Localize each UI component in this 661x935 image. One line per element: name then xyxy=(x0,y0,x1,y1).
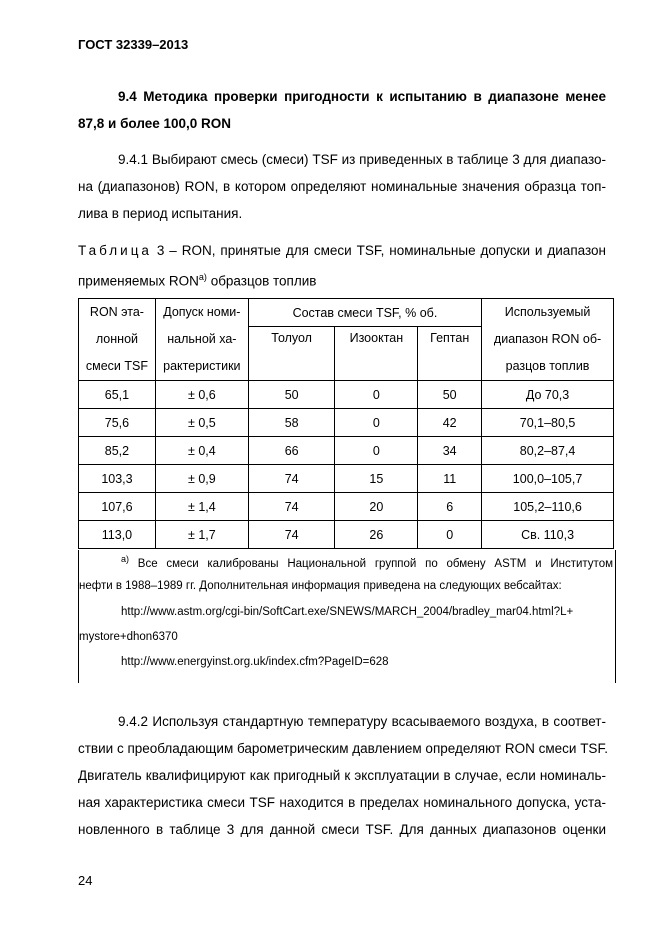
table-caption-text-3: образцов топлив xyxy=(206,273,317,289)
header-range: Используемый диапазон RON об- разцов топлив xyxy=(482,299,614,381)
cell-ron: 113,0 xyxy=(79,521,156,549)
table-row xyxy=(79,381,614,409)
cell-isooctane: 0 xyxy=(335,409,418,437)
cell-range: 100,0–105,7 xyxy=(482,465,614,493)
footnote-url-1: http://www.astm.org/cgi-bin/SoftCart.exe/SNEWS/MARCH_2004/bradley_mar04.html?L+ xyxy=(121,606,574,618)
cell-tolerance: ± 0,5 xyxy=(155,409,248,437)
header-ron-reference: RON эта- лонной смеси TSF xyxy=(79,299,156,381)
header-heptane: Гептан xyxy=(418,327,482,381)
ron-table xyxy=(78,298,614,549)
cell-range: До 70,3 xyxy=(482,381,614,409)
table-caption-text: 3 – RON, принятые для смеси TSF, номинальные допуски и диапазон xyxy=(151,243,606,258)
cell-range: 80,2–87,4 xyxy=(482,437,614,465)
paragraph-9-4-2 xyxy=(78,708,606,843)
cell-range: 70,1–80,5 xyxy=(482,409,614,437)
paragraph-9-4-1 xyxy=(78,146,606,227)
table-row xyxy=(79,493,614,521)
table-caption-text-2: применяемых RON xyxy=(78,273,199,289)
cell-isooctane: 0 xyxy=(335,381,418,409)
header-toluene: Толуол xyxy=(248,327,335,381)
footnote-url-1-cont: mystore+dhon6370 xyxy=(79,631,178,643)
cell-ron: 85,2 xyxy=(79,437,156,465)
paragraph-line: новленного в таблице 3 для данной смеси TSF. Для данных диапазонов оценки xyxy=(78,822,606,837)
cell-isooctane: 20 xyxy=(335,493,418,521)
cell-range: 105,2–110,6 xyxy=(482,493,614,521)
footnote-line-2: нефти в 1988–1989 гг. Дополнительная информация приведена на следующих вебсайтах: xyxy=(79,580,562,592)
table-caption-line-2 xyxy=(78,264,606,291)
cell-toluene: 50 xyxy=(248,381,335,409)
cell-ron: 103,3 xyxy=(79,465,156,493)
table-row xyxy=(79,409,614,437)
paragraph-line: Двигатель квалифицируют как пригодный к эксплуатации в случае, если номиналь- xyxy=(78,768,606,783)
header-tolerance: Допуск номи- нальной ха- рактеристики xyxy=(155,299,248,381)
cell-toluene: 58 xyxy=(248,409,335,437)
paragraph-line: на (диапазонов) RON, в котором определяют номинальные значения образца топ- xyxy=(78,179,606,194)
cell-ron: 65,1 xyxy=(79,381,156,409)
section-heading xyxy=(78,89,606,143)
table-row xyxy=(79,437,614,465)
cell-toluene: 74 xyxy=(248,493,335,521)
page-number: 24 xyxy=(78,873,93,888)
table-footnote xyxy=(78,550,616,683)
cell-tolerance: ± 0,9 xyxy=(155,465,248,493)
cell-tolerance: ± 1,7 xyxy=(155,521,248,549)
cell-isooctane: 15 xyxy=(335,465,418,493)
cell-toluene: 66 xyxy=(248,437,335,465)
cell-heptane: 6 xyxy=(418,493,482,521)
cell-heptane: 50 xyxy=(418,381,482,409)
table-caption-line-1 xyxy=(78,237,606,264)
cell-isooctane: 26 xyxy=(335,521,418,549)
footnote-marker: а) xyxy=(121,554,130,564)
cell-range: Св. 110,3 xyxy=(482,521,614,549)
paragraph-line: ная характеристика смеси TSF находится в пределах номинального допуска, уста- xyxy=(78,795,606,810)
footnote-url-2: http://www.energyinst.org.uk/index.cfm?PageID=628 xyxy=(121,656,389,668)
cell-heptane: 34 xyxy=(418,437,482,465)
table-caption xyxy=(78,237,606,291)
cell-heptane: 0 xyxy=(418,521,482,549)
cell-isooctane: 0 xyxy=(335,437,418,465)
table-row xyxy=(79,465,614,493)
paragraph-line: 9.4.1 Выбирают смесь (смеси) TSF из приведенных в таблице 3 для диапазо- xyxy=(118,152,606,167)
paragraph-line: лива в период испытания. xyxy=(78,206,243,221)
header-isooctane: Изооктан xyxy=(335,327,418,381)
table-header-row xyxy=(79,299,614,327)
document-code: ГОСТ 32339–2013 xyxy=(78,37,189,52)
cell-heptane: 11 xyxy=(418,465,482,493)
section-heading-line-2: 87,8 и более 100,0 RON xyxy=(78,116,232,131)
footnote-text: Все смеси калиброваны Национальной группой по обмену ASTM и Институтом xyxy=(129,557,613,570)
cell-heptane: 42 xyxy=(418,409,482,437)
table-caption-label: Таблица xyxy=(78,243,152,258)
cell-tolerance: ± 1,4 xyxy=(155,493,248,521)
cell-ron: 75,6 xyxy=(79,409,156,437)
section-heading-line-1: 9.4 Методика проверки пригодности к испытанию в диапазоне менее xyxy=(118,89,606,104)
footnote-marker: а) xyxy=(198,272,207,282)
cell-tolerance: ± 0,6 xyxy=(155,381,248,409)
cell-tolerance: ± 0,4 xyxy=(155,437,248,465)
footnote-line-1 xyxy=(79,554,613,570)
paragraph-line: 9.4.2 Используя стандартную температуру всасываемого воздуха, в соответ- xyxy=(118,714,606,729)
header-composition: Состав смеси TSF, % об. xyxy=(248,299,481,327)
cell-toluene: 74 xyxy=(248,465,335,493)
cell-toluene: 74 xyxy=(248,521,335,549)
table-row xyxy=(79,521,614,549)
cell-ron: 107,6 xyxy=(79,493,156,521)
paragraph-line: ствии с преобладающим барометрическим давлением определяют RON смеси TSF. xyxy=(78,741,608,756)
